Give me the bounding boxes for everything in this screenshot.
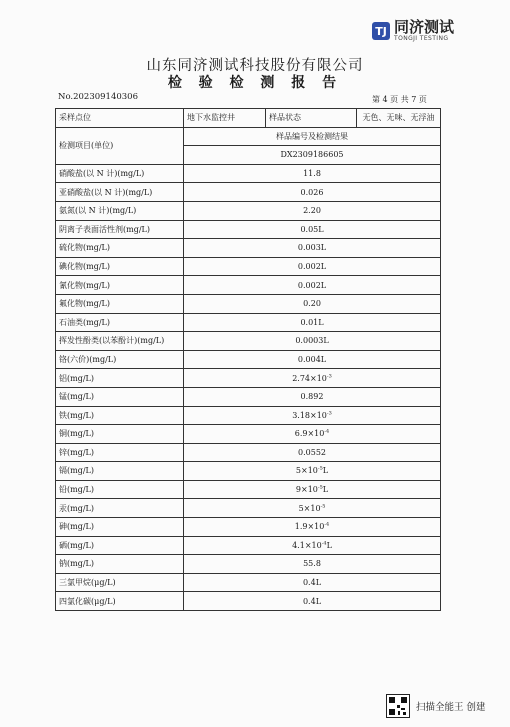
item-name: 氟化物(mg/L) [56, 294, 184, 313]
company-logo [372, 20, 454, 42]
table-row [56, 387, 441, 406]
item-name: 碘化物(mg/L) [56, 257, 184, 276]
sample-state-label: 样品状态 [266, 109, 357, 128]
result-value: 2.20 [184, 201, 441, 220]
result-value: 0.20 [184, 294, 441, 313]
scanner-text: 扫描全能王 创建 [416, 702, 486, 713]
result-value: 0.002L [184, 257, 441, 276]
item-column-header: 检测项目(单位) [56, 127, 184, 164]
logo-english-name: TONGJI TESTING [394, 35, 449, 42]
result-value [184, 499, 441, 518]
result-value: 0.05L [184, 220, 441, 239]
item-name: 亚硝酸盐(以 N 计)(mg/L) [56, 183, 184, 202]
item-name: 锰(mg/L) [56, 387, 184, 406]
item-name: 铝(mg/L) [56, 369, 184, 388]
sampling-point-value: 地下水监控井 [184, 109, 266, 128]
result-exponent: -5 [317, 465, 323, 472]
table-row [56, 443, 441, 462]
result-value: 0.004L [184, 350, 441, 369]
result-value [184, 462, 441, 481]
item-name: 铬(六价)(mg/L) [56, 350, 184, 369]
results-table [55, 108, 441, 611]
item-name: 汞(mg/L) [56, 499, 184, 518]
qr-code-icon [386, 694, 410, 718]
result-base: 5×10 [295, 466, 318, 476]
results-header-row [56, 127, 441, 146]
result-base: 5×10 [298, 503, 321, 513]
result-suffix: L [322, 485, 329, 495]
item-name: 硒(mg/L) [56, 536, 184, 555]
report-title: 检 验 检 测 报 告 [167, 75, 343, 91]
item-name: 氰化物(mg/L) [56, 276, 184, 295]
table-row [56, 257, 441, 276]
result-base: 2.74×10 [292, 373, 327, 383]
result-value: 0.026 [184, 183, 441, 202]
logo-mark-icon: TJ [372, 22, 390, 40]
item-name: 铜(mg/L) [56, 425, 184, 444]
page-indicator: 第 4 页 共 7 页 [372, 95, 427, 104]
table-row [56, 480, 441, 499]
item-name: 硫化物(mg/L) [56, 239, 184, 258]
result-value [184, 369, 441, 388]
table-row [56, 425, 441, 444]
item-name: 钠(mg/L) [56, 555, 184, 574]
item-name: 石油类(mg/L) [56, 313, 184, 332]
report-number: No.202309140306 [58, 92, 139, 102]
result-exponent: -5 [317, 484, 323, 491]
table-row [56, 294, 441, 313]
result-exponent: -3 [326, 410, 332, 417]
result-base: 9×10 [295, 485, 318, 495]
table-row [56, 164, 441, 183]
result-value: 0.002L [184, 276, 441, 295]
table-row [56, 220, 441, 239]
item-name: 氨氮(以 N 计)(mg/L) [56, 201, 184, 220]
sampling-row [56, 109, 441, 128]
item-name: 挥发性酚类(以苯酚计)(mg/L) [56, 332, 184, 351]
sample-state-value: 无色、无味、无浮油 [357, 109, 441, 128]
table-row [56, 239, 441, 258]
logo-chinese-name: 同济测试 [394, 18, 455, 36]
item-name: 砷(mg/L) [56, 518, 184, 537]
item-name: 镉(mg/L) [56, 462, 184, 481]
item-name: 铅(mg/L) [56, 480, 184, 499]
result-base: 4.1×10 [292, 540, 322, 550]
result-value: 0.003L [184, 239, 441, 258]
item-name: 四氯化碳(μg/L) [56, 592, 184, 611]
company-name: 山东同济测试科技股份有限公司 [146, 58, 364, 74]
scanner-watermark [386, 694, 486, 718]
result-value: 11.8 [184, 164, 441, 183]
result-value: 0.0003L [184, 332, 441, 351]
item-name: 锌(mg/L) [56, 443, 184, 462]
result-value: 0.4L [184, 592, 441, 611]
item-name: 三氯甲烷(μg/L) [56, 573, 184, 592]
table-row [56, 201, 441, 220]
table-row [56, 536, 441, 555]
result-value [184, 536, 441, 555]
result-value [184, 406, 441, 425]
result-base: 6.9×10 [294, 429, 325, 439]
table-row [56, 573, 441, 592]
item-name: 铁(mg/L) [56, 406, 184, 425]
table-row [56, 313, 441, 332]
result-value [184, 480, 441, 499]
result-base: 1.9×10 [294, 522, 325, 532]
result-base: 3.18×10 [292, 410, 327, 420]
table-row [56, 518, 441, 537]
table-row [56, 369, 441, 388]
result-value: 0.0552 [184, 443, 441, 462]
result-suffix: L [326, 540, 332, 550]
sampling-point-label: 采样点位 [56, 109, 184, 128]
item-name: 硝酸盐(以 N 计)(mg/L) [56, 164, 184, 183]
table-row [56, 555, 441, 574]
result-exponent: -4 [324, 428, 330, 435]
result-exponent: -4 [324, 521, 330, 528]
result-suffix: L [322, 466, 329, 476]
result-value: 55.8 [184, 555, 441, 574]
result-value: 0.4L [184, 573, 441, 592]
sample-id: DX2309186605 [184, 146, 441, 165]
table-row [56, 276, 441, 295]
result-exponent: -5 [320, 503, 326, 510]
table-row [56, 406, 441, 425]
table-row [56, 183, 441, 202]
table-row [56, 499, 441, 518]
result-value: 0.892 [184, 387, 441, 406]
table-row [56, 332, 441, 351]
result-value [184, 518, 441, 537]
result-exponent: -3 [326, 372, 332, 379]
table-row [56, 462, 441, 481]
table-row [56, 350, 441, 369]
item-name: 阴离子表面活性剂(mg/L) [56, 220, 184, 239]
result-value: 0.01L [184, 313, 441, 332]
result-exponent: -4 [321, 540, 327, 547]
results-column-header: 样品编号及检测结果 [184, 127, 441, 146]
table-row [56, 592, 441, 611]
result-value [184, 425, 441, 444]
